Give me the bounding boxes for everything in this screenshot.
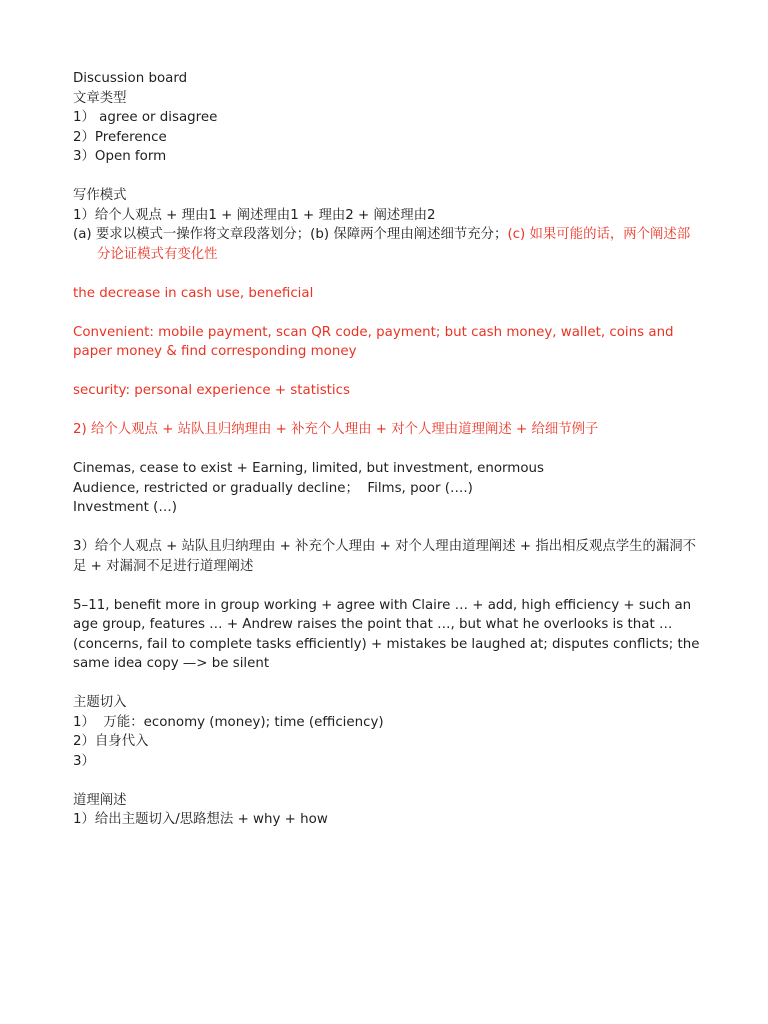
requirements-red: (c) 如果可能的话，两个阐述部分论证模式有变化性	[97, 227, 691, 262]
mode-3: 3）给个人观点 + 站队且归纳理由 + 补充个人理由 + 对个人理由道理阐述 + 指出相反观点学生的漏洞不足 + 对漏洞不足进行道理阐述	[73, 539, 697, 574]
modes-heading: 写作模式	[73, 188, 127, 203]
spacer	[73, 264, 703, 284]
cinema-line: Cinemas, cease to exist + Earning, limited, but investment, enormous	[73, 461, 544, 476]
document-body	[73, 69, 703, 830]
spacer	[73, 440, 703, 460]
note-convenient: Convenient: mobile payment, scan QR code, payment; but cash money, wallet, coins and paper money & find corresponding money	[73, 324, 678, 359]
spacer	[73, 771, 703, 791]
type-item: 1） agree or disagree	[73, 110, 218, 125]
mode-1-requirements	[73, 225, 703, 264]
note-cash-decrease: the decrease in cash use, beneficial	[73, 285, 314, 301]
mode-1: 1）给个人观点 + 理由1 + 阐述理由1 + 理由2 + 阐述理由2	[73, 207, 436, 223]
spacer	[73, 362, 703, 382]
topic-heading: 主题切入	[73, 695, 127, 710]
spacer	[73, 401, 703, 421]
cinema-line: Investment (…)	[73, 500, 177, 515]
spacer	[73, 576, 703, 596]
topic-item: 3）	[73, 753, 95, 769]
reason-item: 1）给出主题切入/思路想法 + why + how	[73, 812, 328, 827]
requirements-black: (a) 要求以模式一操作将文章段落划分；(b) 保障两个理由阐述细节充分；	[73, 227, 508, 242]
cinema-line: Audience, restricted or gradually decline； Films, poor (….)	[73, 480, 473, 496]
topic-item: 1） 万能：economy (money); time (efficiency)	[73, 714, 384, 730]
spacer	[73, 303, 703, 323]
note-security: security: personal experience + statistics	[73, 383, 350, 398]
topic-item: 2）自身代入	[73, 734, 149, 749]
spacer	[73, 167, 703, 187]
doc-title: Discussion board	[73, 71, 188, 86]
example-paragraph: 5–11, benefit more in group working + agree with Claire … + add, high efficiency + such an age group, features … + Andrew raises the point that …, but what he overlooks is that …(concerns, fail to complete tasks efficiently) + mistakes be laughed at; disputes conflicts; the same idea copy —> be silent	[73, 597, 704, 671]
mode-2: 2) 给个人观点 + 站队且归纳理由 + 补充个人理由 + 对个人理由道理阐述 + 给细节例子	[73, 422, 599, 437]
type-item: 3）Open form	[73, 149, 167, 164]
spacer	[73, 518, 703, 538]
reason-heading: 道理阐述	[73, 792, 127, 808]
type-item: 2）Preference	[73, 129, 167, 145]
types-heading: 文章类型	[73, 90, 127, 106]
spacer	[73, 674, 703, 694]
